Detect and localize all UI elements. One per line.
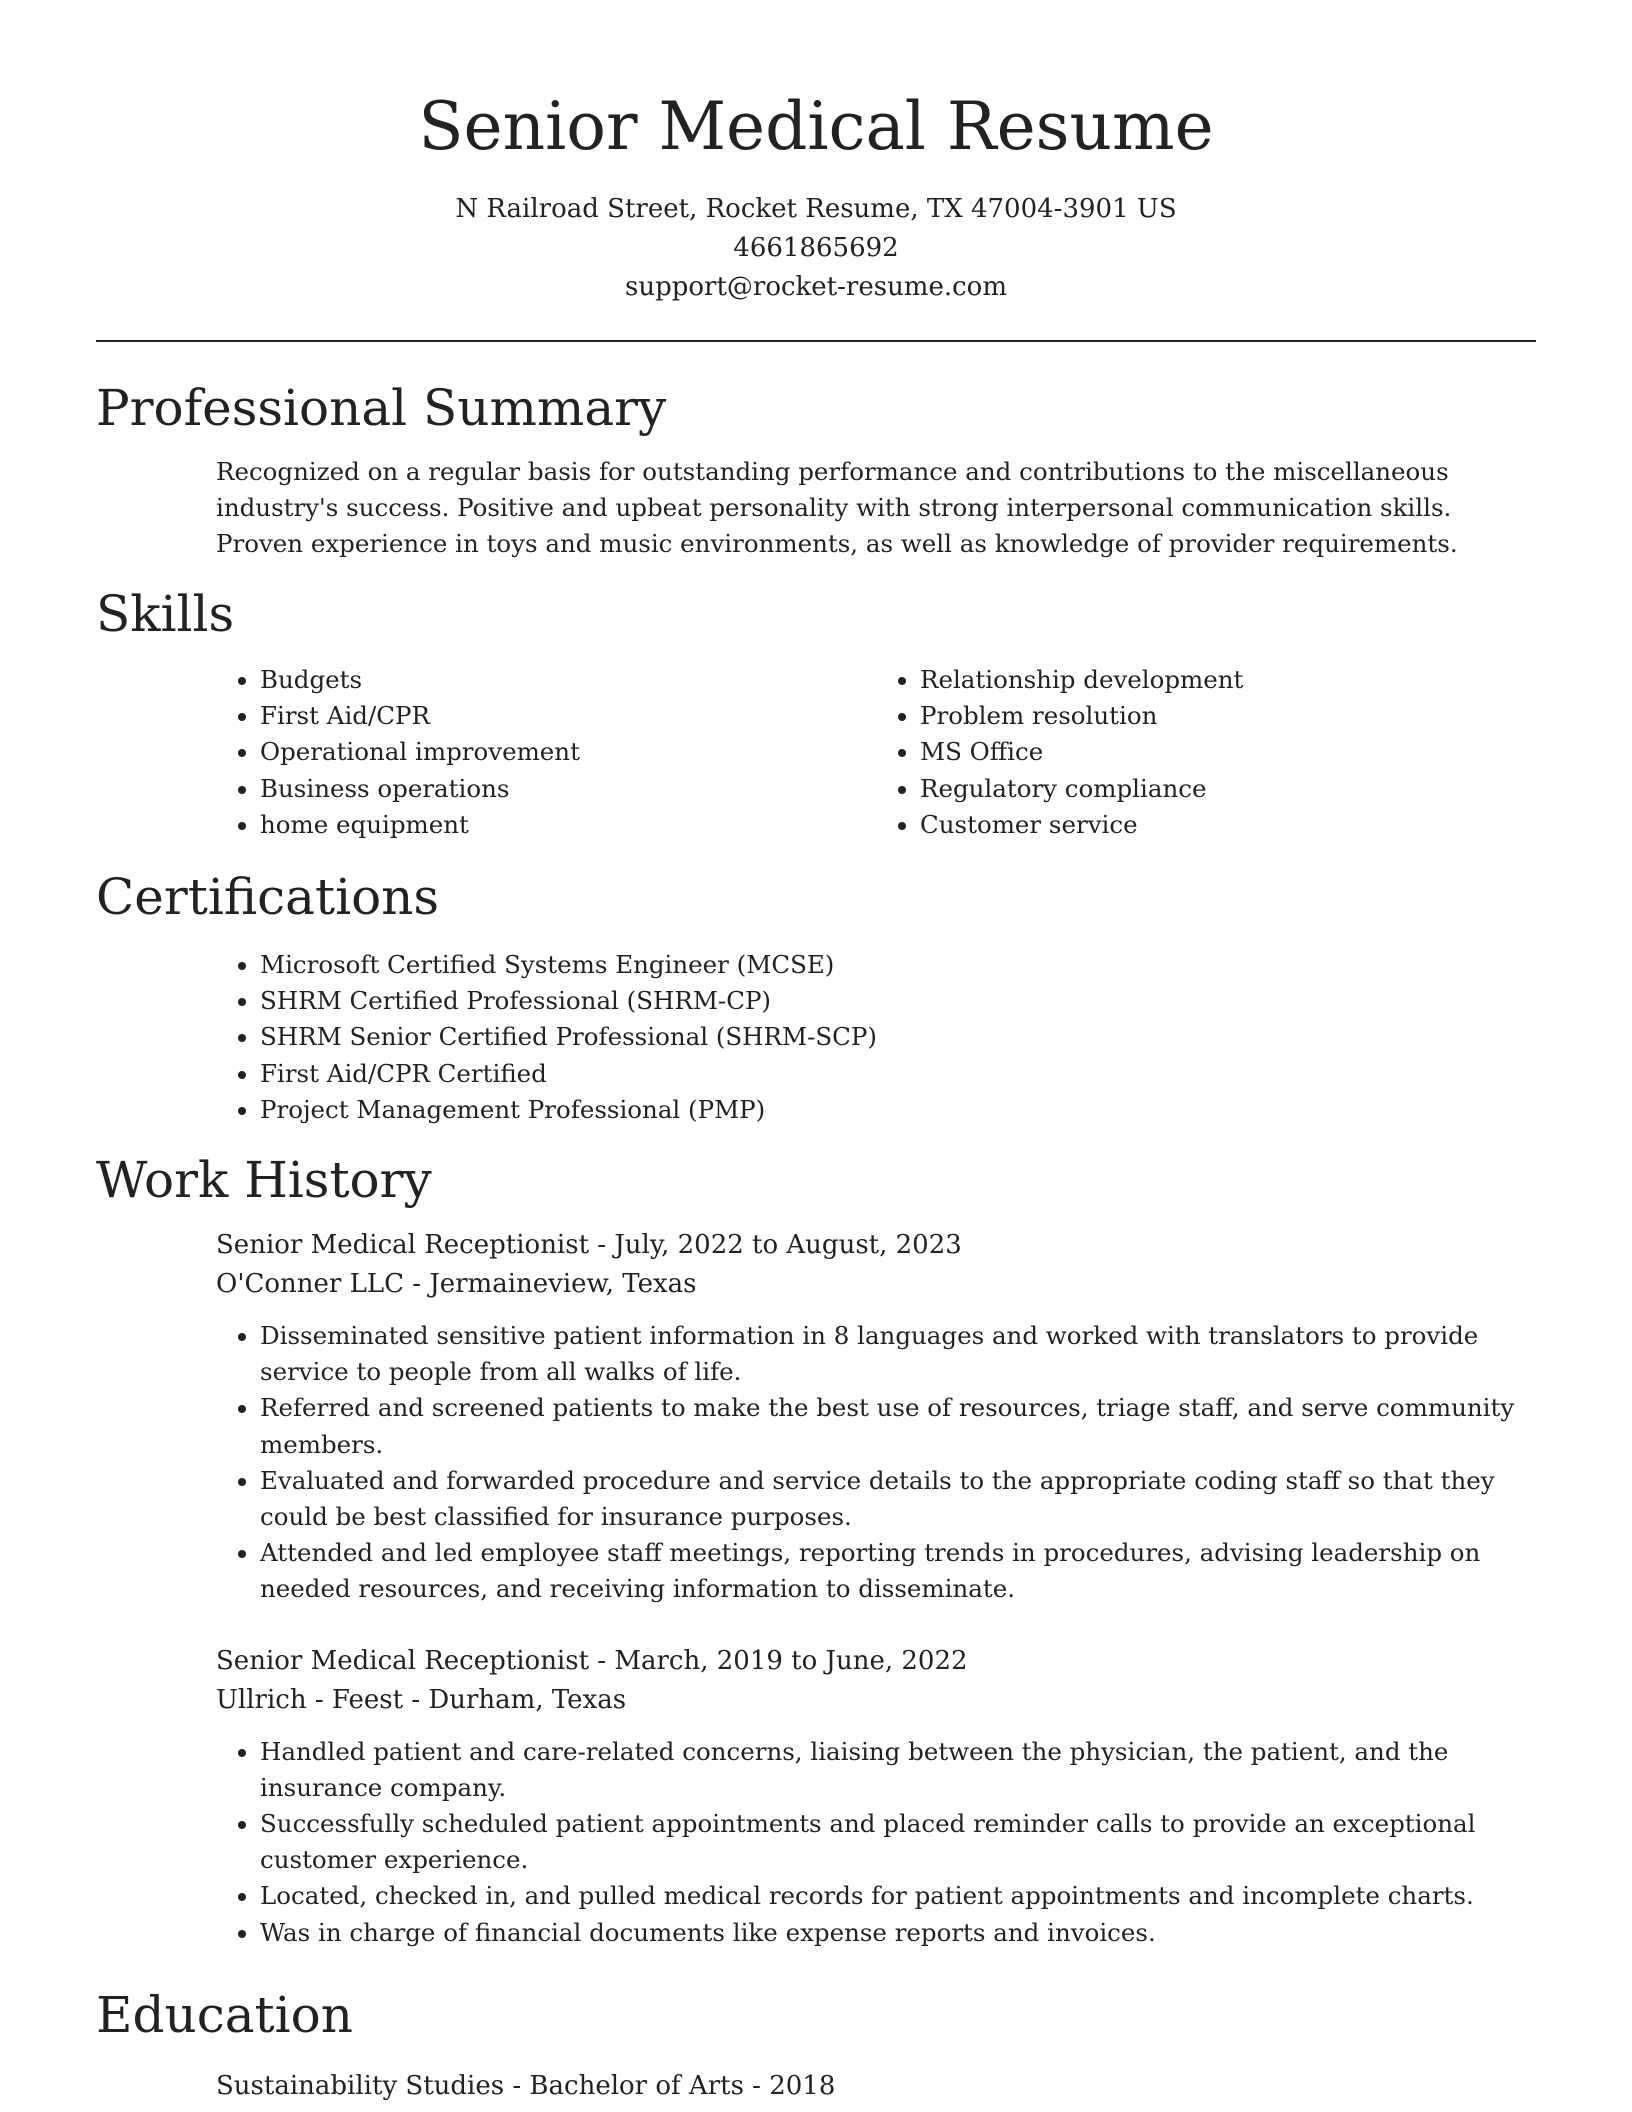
job-duty: • Evaluated and forwarded procedure and service details to the appropriate coding staff so that they could be best classified for insurance purposes. [260,1463,1536,1535]
certifications-heading: Certifications [96,868,440,927]
job-duty: • Was in charge of financial documents like expense reports and invoices. [260,1915,1536,1951]
certification-item: • SHRM Certified Professional (SHRM-CP) [260,983,1536,1019]
contact-block [96,190,1536,307]
work-history-heading: Work History [96,1151,432,1210]
summary-heading: Professional Summary [96,379,667,437]
job-title-line [216,1226,1536,1265]
skill-item: • First Aid/CPR [260,698,876,734]
certification-item: • First Aid/CPR Certified [260,1056,1536,1092]
job-title-line [216,1642,1536,1681]
job-company: O'Conner LLC - Jermaineview, Texas [216,1269,697,1300]
job-duties-list [216,1318,1536,1608]
certification-item: • Microsoft Certified Systems Engineer (MCSE) [260,947,1536,983]
skill-item: • Relationship development [920,662,1536,698]
certifications-list [96,947,1536,1128]
job-duties-list [216,1734,1536,1951]
job-role: Senior Medical Receptionist [216,1645,590,1676]
skills-heading: Skills [96,585,235,643]
resume-title: Senior Medical Resume [418,88,1214,165]
summary-text: Recognized on a regular basis for outstanding performance and contributions to the miscellaneous industry's success. Positive and upbeat personality with strong interpersonal communication skills. Proven experience in toys and music environments, as well as knowledge of provider requirements. [216,457,1458,558]
job-entry [96,1226,1536,1608]
contact-email: support@rocket-resume.com [624,272,1007,302]
job-duty: • Successfully scheduled patient appointments and placed reminder calls to provide an exceptional customer experience. [260,1806,1536,1878]
job-entry [96,1642,1536,1951]
job-dates: - March, 2019 to June, 2022 [589,1645,968,1676]
skill-item: • Operational improvement [260,734,876,770]
skill-item: • Business operations [260,771,876,807]
job-duty: • Located, checked in, and pulled medical records for patient appointments and incomplete charts. [260,1878,1536,1914]
job-dates: - July, 2022 to August, 2023 [589,1230,962,1261]
skills-column-left [216,662,876,843]
contact-phone: 4661865692 [733,233,899,263]
skills-column-right [876,662,1536,843]
skill-item: • MS Office [920,734,1536,770]
job-company: Ullrich - Feest - Durham, Texas [216,1684,627,1715]
education-heading: Education [96,1985,353,2044]
skill-item: • Budgets [260,662,876,698]
job-duty: • Referred and screened patients to make the best use of resources, triage staff, and serve community members. [260,1390,1536,1462]
skill-item: • Regulatory compliance [920,771,1536,807]
job-role: Senior Medical Receptionist [216,1230,590,1261]
job-duty: • Attended and led employee staff meetings, reporting trends in procedures, advising leadership on needed resources, and receiving information to disseminate. [260,1535,1536,1607]
certification-item: • Project Management Professional (PMP) [260,1092,1536,1128]
contact-address: N Railroad Street, Rocket Resume, TX 47004-3901 US [455,194,1177,224]
skill-item: • home equipment [260,807,876,843]
skill-item: • Customer service [920,807,1536,843]
skills-list [96,662,1536,843]
education-entry: Sustainability Studies - Bachelor of Arts - 2018 [216,2070,836,2101]
job-duty: • Handled patient and care-related concerns, liaising between the physician, the patient, and the insurance company. [260,1734,1536,1806]
job-duty: • Disseminated sensitive patient information in 8 languages and worked with translators to provide service to people from all walks of life. [260,1318,1536,1390]
skill-item: • Problem resolution [920,698,1536,734]
certification-item: • SHRM Senior Certified Professional (SHRM-SCP) [260,1019,1536,1055]
header-divider [96,340,1536,342]
